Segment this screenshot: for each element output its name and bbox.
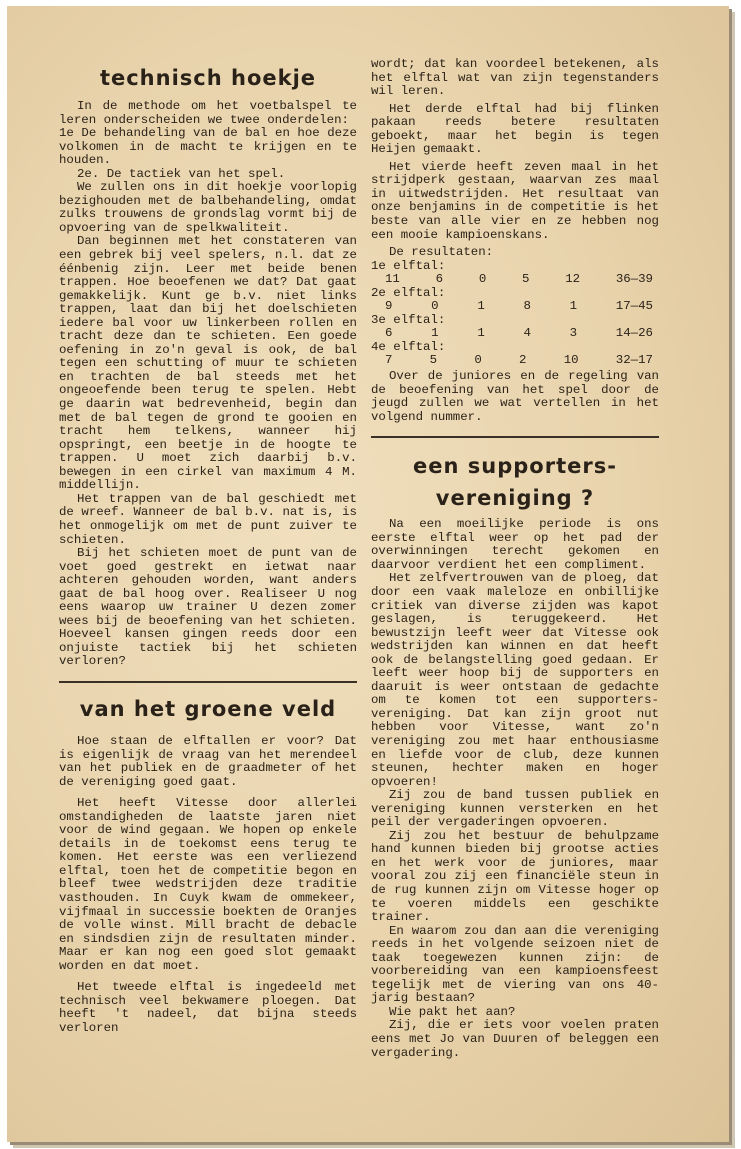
technisch-paragraph-1: In de methode om het voetbalspel te leren onderscheiden we twee onderdelen: [59,99,357,127]
left-column [59,58,357,1035]
technisch-paragraph-3: 2e. De tactiek van het spel. [77,166,286,181]
result-cell: 1 [477,326,485,341]
result-cell: 12 [565,272,581,287]
supporters-paragraph-6: Wie pakt het aan? [389,1004,516,1019]
continued-paragraph-2: Het derde elftal had bij flinken pakaan reeds betere resultaten geboekt, maar het begin is tegen Heijen gemaakt. [371,101,659,157]
results-team-2: 2e elftal: [371,285,446,300]
groene-paragraph-2: Het heeft Vitesse door allerlei omstandigheden de laatste jaren niet voor de wind gegaan. We hopen op enkele details in de toekomst eens terug te komen. Het eerste was een verliezend elftal, toen het de competitie begon en bleef twee wedstrijden deze traditie vasthouden. In Cuyk kwam de ommekeer, vijfmaal in successie boekten de Oranjes de volle winst. Mill bracht de debacle en sindsdien zijn de resultaten minder. Maar er kan nog een goed slot gemaakt worden en dat moet. [59,796,357,973]
continued-paragraph-1: wordt; dat kan voordeel betekenen, als het elftal wat van zijn tegenstanders wil leren. [371,57,659,99]
technisch-hoekje-title: technisch hoekje [99,66,317,90]
supporters-paragraph-7: Zij, die er iets voor voelen praten eens met Jo van Duuren of beleggen een vergadering. [371,1018,659,1060]
result-cell: 1 [569,299,578,314]
technisch-paragraph-6: Het trappen van de bal geschiedt met de wreef. Wanneer de bal b.v. nat is, is het onmogelijk om met de punt zuiver te schieten. [59,491,357,547]
newspaper-page [7,6,729,1142]
result-cell: 1 [477,299,485,314]
result-cell: 5 [522,272,530,287]
continued-paragraph-4: Over de juniores en de regeling van de beoefening van het spel door de jeugd zullen we wat vertellen in het volgend nummer. [371,369,659,424]
result-cell: 5 [429,353,438,368]
result-cell: 2 [519,353,527,368]
results-heading: De resultaten: [389,245,494,260]
technisch-paragraph-2: 1e De behandeling van de bal en hoe deze volkomen in de macht te krijgen en te houden. [59,126,357,168]
result-cell: 7 [385,353,393,368]
supporters-paragraph-4: Zij zou het bestuur de behulpzame hand kunnen bieden bij grootse acties en het werk voor de juniores, maar vooral zou zij een financiële steun in de rug kunnen zijn om Vitesse hoger op te voeren middels een geschikte trainer. [371,828,659,925]
result-cell: 1 [431,326,439,341]
groene-veld-title: van het groene veld [79,696,337,721]
results-row-3 [371,327,659,341]
result-cell: 10 [563,353,579,368]
technisch-paragraph-7: Bij het schieten moet de punt van de voet goed gestrekt en ietwat naar achteren gehouden worden, want anders gaat de bal hoog over. Realiseer U nog eens waarop uw trainer U dezen zomer wees bij de beoefening van het schieten. Hoeveel kansen gingen reeds door een onjuiste tactiek bij het schieten verloren? [59,546,357,669]
technisch-paragraph-5: Dan beginnen met het constateren van een gebrek bij veel spelers, n.l. dat ze éénbenig zijn. Leer met beide benen trappen. Hoe beoefenen we dat? Dat gaat gemakkelijk. Kunt ge b.v. niet links trappen, laat dan bij het doelschieten iedere bal voor uw linkerbeen rollen en tracht deze dan te schieten. Een goede oefening in zo'n geval is ook, de bal tegen een schutting of muur te schieten en trachten de bal steeds met het ongeoefende been terug te spelen. Hebt ge daarin wat bedrevenheid, begin dan met de bal tegen de grond te gooien en tracht hem telkens, wanneer hij opspringt, een beetje in de hoogte te trappen. U moet zich daarbij b.v. bewegen in een cirkel van maximum 4 M. middellijn. [59,234,357,493]
results-row-1 [371,273,659,287]
groene-paragraph-3: Het tweede elftal is ingedeeld met technisch veel bekwamere ploegen. Dat heeft 't nadeel, dat bijna steeds verloren [59,980,357,1035]
result-cell: 6 [435,272,444,287]
section-divider-right [371,436,659,438]
result-cell: 36—39 [615,272,653,287]
result-cell: 6 [385,326,393,341]
supporters-paragraph-3: Zij zou de band tussen publiek en vereniging kunnen versterken en het peil der vergaderingen opvoeren. [371,788,659,830]
groene-paragraph-1: Hoe staan de elftallen er voor? Dat is eigenlijk de vraag van het merendeel van het publiek en de graadmeter of het de vereniging goed gaat. [59,733,357,789]
result-cell: 0 [431,299,439,314]
result-cell: 17—45 [615,299,653,314]
result-cell: 3 [569,326,578,341]
supporters-title-line-1: een supporters- [413,454,617,479]
results-row-4 [371,354,659,368]
supporters-title-line-2: vereniging ? [435,486,595,511]
result-cell: 0 [474,353,482,368]
section-divider-left [59,681,357,683]
right-column [371,58,659,1060]
result-cell: 14—26 [615,326,653,341]
results-team-4: 4e elftal: [371,339,446,354]
supporters-paragraph-2: Het zelfvertrouwen van de ploeg, dat door een vaak maleloze en onbillijke critiek van diverse zijden was kapot geslagen, is teruggekeerd. Het bewustzijn leeft weer dat Vitesse ook wedstrijden kan winnen en dat heeft ook de belangstelling goed gedaan. Er leeft weer hoop bij de supporters en daaruit is weer ontstaan de gedachte om te komen tot een supporters-vereniging. Dat kan zijn groot nut hebben voor Vitesse, want zo'n vereniging zou met haar enthousiasme en liefde voor de club, deze kunnen steunen, hechter maken en hoger opvoeren! [371,571,659,789]
technisch-paragraph-4: We zullen ons in dit hoekje voorlopig bezighouden met de balbehandeling, omdat zulks trouwens de grondslag vormt bij de opvoering van de spelkwaliteit. [59,180,357,235]
continued-paragraph-3: Het vierde heeft zeven maal in het strijdperk gestaan, waarvan zes maal in uitwedstrijden. Het resultaat van onze benjamins in de competitie is het beste van alle vier en ze hebben nog een mooie kampioenskans. [371,159,659,242]
supporters-paragraph-1: Na een moeilijke periode is ons eerste elftal weer op het pad der overwinningen terecht gekomen en daarvoor verdient het een compliment. [371,517,659,572]
results-row-2 [371,300,659,314]
result-cell: 11 [385,272,400,287]
results-team-1: 1e elftal: [371,258,446,273]
result-cell: 9 [385,299,393,314]
result-cell: 4 [523,326,531,341]
result-cell: 8 [523,299,531,314]
results-team-3: 3e elftal: [371,312,446,327]
results-table [371,246,659,368]
result-cell: 32—17 [615,353,653,368]
supporters-paragraph-5: En waarom zou dan aan die vereniging reeds in het volgende seizoen niet de taak toegewezen kunnen zijn: de voorbereiding van een kampioensfeest tegelijk met de viering van ons 40-jarig bestaan? [371,923,659,1006]
result-cell: 0 [478,272,487,287]
